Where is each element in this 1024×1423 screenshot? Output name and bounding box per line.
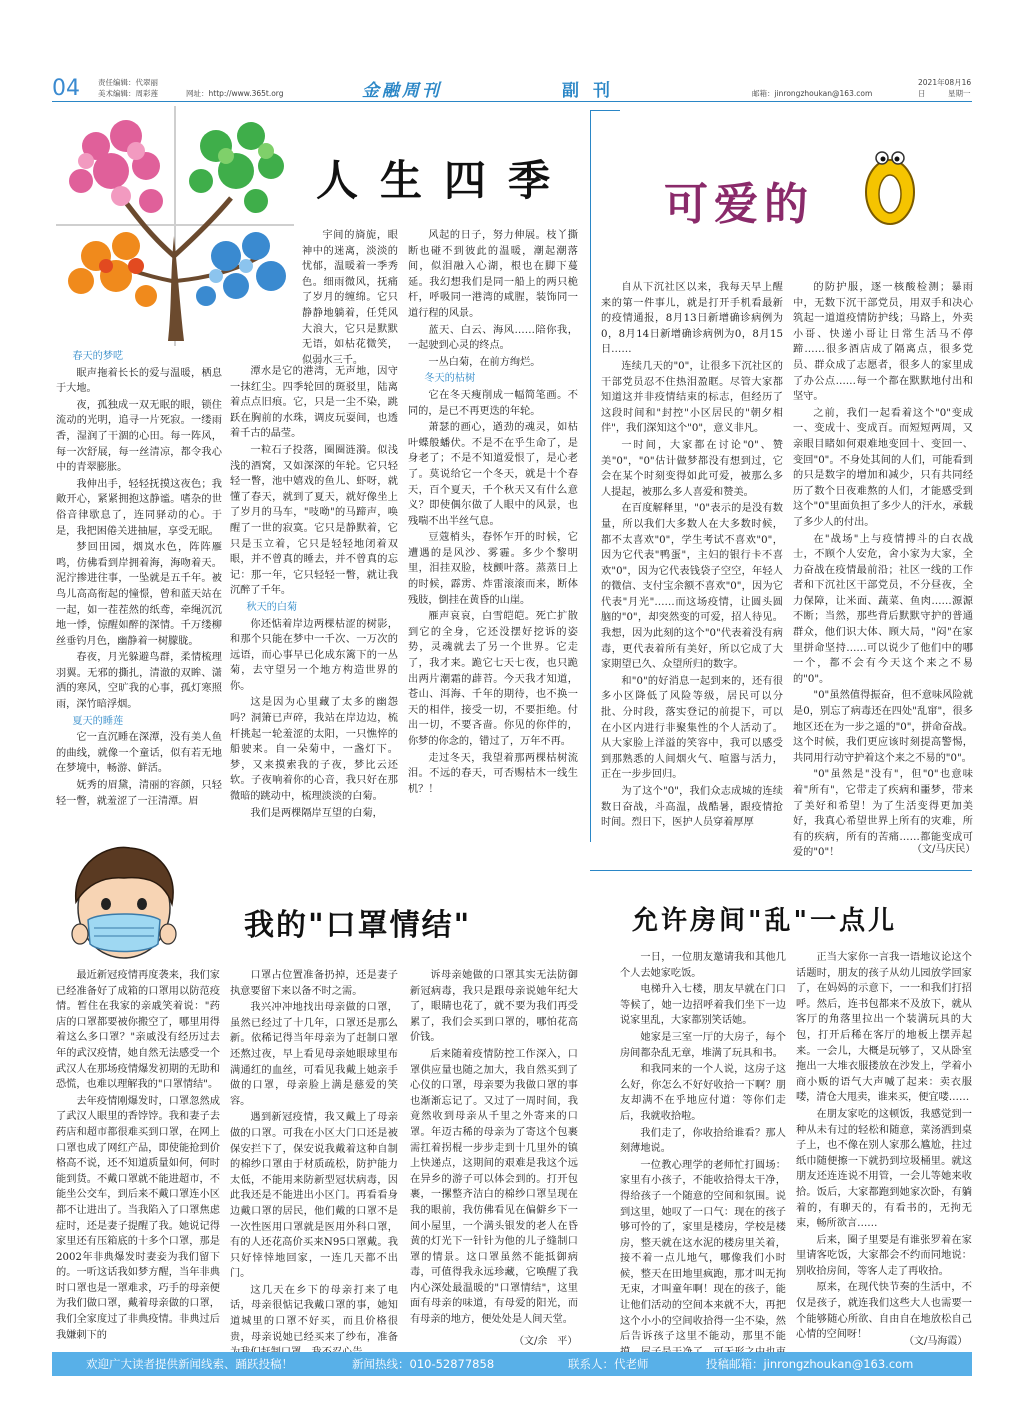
paragraph: 雁声哀哀，白雪皑皑。死亡扩散到它的全身，它还没摆好挖诉的姿势，灵魂就去了另一个世界。它走了，我才来。跪它七天七夜，也只跪出两片潮霜的薜苔。今天我才知道，苍山、洱海、千年的期待，也不换一天的相伴，接受一切，不要拒绝。付出一切，不要吝啬。你见的你伴的，你梦的你念的，错过了，万年不再。 — [408, 611, 578, 747]
paragraph: 在朋友家吃的这顿饭，我感觉到一种从未有过的轻松和随意，菜汤洒到桌子上，也不像在别人家那么尴尬，拄过纸巾随便擦一下就扔到垃圾桶里。就这朋友还连连说不用管，一会儿等她来收拾。饭后，大家都跑到她家次卧，有躺着的，有聊天的，有看书的，无拘无束，畅所欲言…… — [796, 1108, 972, 1230]
art-editor: 美术编辑：周彩莲 — [98, 89, 158, 98]
zero-col1 — [601, 280, 783, 832]
paragraph: 遇到新冠疫情，我又戴上了母亲做的口罩。可我在小区大门口还是被保安拦下了，保安说我戴着这种自制的棉纱口罩由于材质疏松，防护能力太低，不能用来防新型冠状病毒，因此我还是不能进出小区门。再看看身边戴口罩的居民，他们戴的口罩不是一次性医用口罩就是医用外科口罩，有的人还花高价买来N95口罩戴。我只好悻悻地回家，一连几天都不出门。 — [230, 1112, 398, 1280]
paragraph: 的防护服，逐一核酸检测；暴雨中，无数下沉干部党员，用双手和决心筑起一道道疫情防护线；马路上，外卖小哥、快递小哥让日常生活马不停蹄……很多酒店成了隔离点，很多党员、群众成了志愿者，很多人的家里成了办公点……每一个都在默默地付出和坚守。 — [793, 282, 973, 403]
section-title: 副刊 — [562, 81, 624, 101]
paragraph: 这几天在乡下的母亲打来了电话，母亲很惦记我戴口罩的事，她知道城里的口罩不好买，而且价格很贵，母亲说她已经买来了纱布，准备 — [230, 1284, 398, 1343]
paragraph: 为了这个"0"，我们众志成城的连续数日奋战，斗高温，战酷暑，跟疫情抢时间。烈日下，医护人员穿着厚厚 — [601, 786, 783, 829]
mask-byline: （文/余 平） — [514, 1336, 578, 1347]
zero-byline: （文/马庆民） — [912, 844, 976, 855]
weekday: 星期一 — [948, 89, 971, 98]
paragraph: 之前，我们一起看着这个"0"变成一、变成十、变成百。而短短两周，又亲眼目睹如何艰难地变回十、变回一、变回"0"。不身处其间的人们，可能看到的只是数字的增加和减少，只有共同经历了数个日夜难熬的人们，才能感受到这个"0"里面负担了多少人的汗水，承载了多少人的付出。 — [793, 407, 973, 528]
paragraph: 最近新冠疫情再度袭来，我们家已经准备好了成箱的口罩用以防范疫情。暂住在我家的亲戚笑着说："药店的口罩都要被你搬空了，哪里用得着这么多口罩？"亲戚没有经历过去年的武汉疫情，她自然无法感受一个武汉人在那场疫情爆发初期的无助和恐慌，也难以理解我的"口罩情结"。 — [56, 970, 220, 1091]
paragraph: 我们是两棵隔岸互望的白菊， — [250, 807, 383, 819]
footer-hotline: 新闻热线：010-52877858 — [352, 1357, 495, 1371]
paragraph: 诉母亲她做的口罩其实无法防御新冠病毒，我只是跟母亲说她年纪大了，眼睛也花了，就不要为我们再受累了，我们会买到口罩的，哪怕花高价钱。 — [410, 970, 578, 1044]
paragraph: 夜，孤独成一双无眠的眼，锁住流动的光明，追寻一片死寂。一缕雨香，湿润了干涸的心田。每一阵风，每一次舒展，每一丝清凉，都令我心中的青翠膨胀。 — [56, 399, 222, 474]
mask-col3 — [410, 968, 578, 1329]
column-divider-cap — [590, 110, 620, 111]
paragraph: 原来，在现代快节奏的生活中，不仅是孩子，就连我们这些大人也需要一个能够随心所欲、自由自在地放松自己心情的空间呀！ — [796, 1282, 972, 1341]
paragraph: 正当大家你一言我一语地议论这个话题时，朋友的孩子从幼儿园放学回家了，在妈妈的示意下，一一和我们打招呼。然后，连书包都来不及放下，就从客厅的角落里拉出一个装满玩具的大包，打开后稀在客厅的地板上摆弄起来。一会儿，大概是玩够了，又从卧室拖出一大堆衣服搂放在沙发上，学着小商小贩的语气大声喊了起来：卖衣服喽，清仓大甩卖，谁来买，便宜喽…… — [796, 952, 972, 1104]
zero-title-digit: 0 — [890, 224, 891, 225]
paragraph: 连续几天的"0"，让很多下沉社区的干部党员忍不住热泪盈眶。尽管大家都知道这并非疫情结束的标志，但经历了这段时间和"封控"小区居民的"朝夕相伴"，我们深知这个"0"，意义非凡。 — [601, 360, 783, 435]
paragraph: 一日，一位朋友邀请我和其他几个人去她家吃饭。 — [620, 952, 786, 979]
subheading-winter: 冬天的枯树 — [424, 373, 476, 385]
issue-date: 2021年08月16日 — [918, 78, 972, 98]
seasons-col3 — [408, 228, 578, 798]
header-rule — [52, 101, 972, 102]
zero-col2 — [793, 280, 976, 862]
section-divider — [590, 870, 972, 871]
mask-col2 — [230, 968, 398, 1362]
seasons-col2 — [230, 364, 398, 822]
header-email: 邮箱：jinrongzhoukan@163.com — [752, 89, 873, 98]
paragraph: 宇间的旖旎，眼神中的迷离，淡淡的忧郁，温暖着一季秀色。细雨微风，抚痛了岁月的缠绵。它只静静地躺着，任凭风大浪大，它只是默默无语，如枯花微笑，似弱水三千。 — [302, 230, 398, 366]
paragraph: 春夜，月光躲避鸟群，柔情梳理羽翼。无邪的撕扎，清澈的双眸、潇洒的寒风，空旷我的心事，孤灯寒照雨，深竹暗浮烟。 — [56, 652, 222, 711]
paragraph: 妩秀的眉黛，清丽的容颜，只轻轻一瞥，就羞涩了一汪清潭。眉 — [56, 780, 222, 807]
subheading-summer: 夏天的睡莲 — [72, 715, 124, 727]
paragraph: 去年疫情刚爆发时，口罩忽然成了武汉人眼里的香饽饽。我和妻子去药店和超市都很难买到口罩，在网上口罩也成了网红产品，即使能抢到价格高不说，还不知道质量如何，何时能到货。不戴口罩就不能进超市，不能坐公交车，到后来不戴口罩连小区都不让进出了。当我陷入了口罩焦虑症时，还是妻子提醒了我。她说记得家里还有压箱底的十多个口罩，那是2002年非典爆发时妻妾为我们留下的。一听这话我如梦方醒，当年非典时口罩也是一罩难求，巧手的母亲便为我们做口罩，戴着母亲做的口罩，我们全家度过了非典疫情。非典过后我嫌刺下的 — [56, 1095, 220, 1341]
paper-title: 金融周刊 — [362, 81, 442, 101]
room-title: 允许房间"乱"一点儿 — [632, 906, 898, 936]
paragraph: 一粒石子投落，圈圈涟漪。似浅浅的酒窝，又如深深的年轮。它只轻轻一瞥，池中嬉戏的鱼儿、虾呀，就懂了春天，就到了夏天，就好像坐上了岁月的马车，"吱呦"的马蹄声，唤醒了一世的寂寞。它只是静默着，它只是玉立着，它只是轻轻地闭着双眼，并不曾真的睡去，并不曾真的忘记：那一年，它只轻轻一瞥，就让我沉醉了千年。 — [230, 444, 398, 597]
paragraph: 一丛白菊，在前方绚烂。 — [428, 356, 541, 368]
paragraph: 我伸出手，轻轻抚摸这夜色；我敞开心，紧紧拥抱这静谧。嗜杂的世俗音律歇息了，连同驿动的心。于是，我把困倦关进抽屉，享受无眠。 — [56, 478, 222, 537]
paragraph: 一位教心理学的老师忙打圆场：家里有小孩子，不能收拾得太干净，得给孩子一个随意的空间和氛围。说到这里，她叹了一口气：现在的孩子够可怜的了，家里是楼房，学校是楼房，整天就在这水泥的楼房里关着，接不着一点儿地气，哪像我们小时候，整天在田地里疯跑，那才叫无拘无束，才叫童年啊！现在的孩子，能让他们活动的空间本来就不大，再把这个小小的空间收拾得一尘不染，然后告诉孩子这里不能动，那里不能 — [620, 1159, 786, 1343]
footer-bar — [52, 1352, 972, 1376]
paragraph: 一时间，大家都在讨论"0"、赞美"0"，"0"估计做梦都没有想到过，它会在某个时刻变得如此可爱，被那么多人提起，被那么多人喜爱和赞美。 — [601, 439, 783, 498]
page-header — [52, 74, 972, 102]
paragraph: 这是因为心里藏了太多的幽怨吗？洞箫已声碎，我站在岸边边，梳杆挑起一轮羞涩的太阳，一只憔悴的船驶来。自一朵菊中，一盏灯下。梦，又来摸索我的子夜，梦比云还软。子夜响着你的心音，我只好在那微暗的跳动中，梳理淡淡的白菊。 — [230, 697, 398, 803]
four-seasons-tree-image — [56, 106, 294, 346]
subheading-spring: 春天的梦呓 — [72, 351, 124, 362]
paragraph: 在"战场"上与疫情搏斗的白衣战士，不顾个人安危，舍小家为大家，全力奋战在疫情最前沿；社区一线的工作者和下沉社区干部党员，不分昼夜，全力保障，让米面、蔬菜、鱼肉……源源不断；当然，那些背后默默守护的普通群众，他们识大体、顾大局，"闷"在家里拼命坚持……可以说少了他们中的哪一个，都不会有今天这个来之不易的"0"。 — [793, 533, 973, 685]
paragraph: 眠声拖着长长的爱与温暖，栖息于大地。 — [56, 367, 222, 395]
paragraph: 豆蔻梢头，春怀乍开的时候，它遭遇的是风沙、雾霾。多少个黎明里，泪挂双脸，枝颤叶落。蒸蒸日上的时候，霹雳、炸雷滚滚而来，断体残肢，倒挂在黄昏的山崖。 — [408, 532, 578, 606]
paragraph: 后来，圈子里要是有谁张罗着在家里请客吃饭，大家都会不约而同地说：别收拾房间，等客人走了再收拾。 — [796, 1234, 972, 1277]
website: 网址：http://www.365t.org — [186, 89, 284, 98]
masked-boy-illustration — [58, 842, 190, 960]
column-divider — [590, 110, 591, 842]
paragraph: 走过冬天，我望着那两棵枯树流泪。不远的春天，可否赐枯木一线生机？！ — [408, 752, 578, 795]
paragraph: 和我同来的一个人说，这房子这么好，你怎么不好好收拾一下啊？朋友却满不在乎地应付道：等你们走后，我就收拾啦。 — [620, 1064, 786, 1122]
cute-zero-icon — [862, 148, 918, 228]
editor: 责任编辑：代翠丽 — [98, 78, 158, 87]
mask-col1 — [56, 968, 220, 1344]
paragraph: 自从下沉社区以来，我每天早上醒来的第一件事儿，就是打开手机看最新的疫情通报，8月13日新增确诊病例为0，8月14日新增确诊病例为0，8月15日…… — [601, 282, 783, 356]
paragraph: 潭水是它的港湾，无声地，因守一抹红尘。四季轮回的斑驳里，陆离着点点旧痕。它，只是一尘不染，跳跃在胸前的水珠，调皮玩耍间，也透着千古的晶莹。 — [230, 366, 398, 440]
mask-title: 我的"口罩情结" — [244, 908, 472, 943]
footer-call: 欢迎广大读者提供新闻线索、踊跃投稿！ — [86, 1357, 293, 1371]
paragraph: "0"虽然值得振奋，但不意味风险就是0，别忘了病毒还在四处"乱窜"，很多地区还在为一步之遥的"0"，拼命奋战。这个时候，我们更应该时刻提高警惕，共同用行动守护着这个来之不易的"0"。 — [793, 690, 973, 764]
paragraph: 和"0"的好消息一起到来的，还有很多小区降低了风险等级，居民可以分批、分时段，落实登记的前提下，可以在小区内进行非聚集性的个人活动了。从大家脸上洋溢的笑容中，我可以感受到那熟悉的人间烟火气、喧嚣与活力，正在一步步回归。 — [601, 675, 783, 781]
paragraph: 梦回田园，烟岚水色，阵阵雁鸣，仿佛看到岸拥着海，海吻着天。泥泞掺进往事，一坠就是五千年。被鸟儿高高衔起的憧憬，曾和蓝天站在一起，如一茬茬然的纸鸢，牵绳沉沉地一悸，惊醒如醉的深情。千万缕柳丝垂钓月色，幽静着一树朦胧。 — [56, 542, 222, 647]
room-col2 — [796, 950, 972, 1344]
paragraph: 蓝天、白云、海风……陪你我，一起驶到心灵的终点。 — [408, 324, 578, 352]
paragraph: 它一直沉睡在深潭，没有美人鱼的曲线，就像一个童话，似有若无地在梦境中，畅游、鲜活。 — [56, 732, 222, 775]
room-byline: （文/马海霞） — [904, 1336, 968, 1347]
paragraph: 在百度解释里，"0"表示的是没有数量，所以我们大多数人在大多数时候，都不太喜欢"0"，学生考试不喜欢"0"，因为它代表"鸭蛋"，主妇的银行卡不喜欢"0"，因为它代表钱袋子空空，年轻人的微信、支付宝余额不喜欢"0"，因为它代表"月光"……而这场疫情，让圆头圆脑的"0"，却突然变的可爱，招人待见。我想，因为此刻的这个"0"代表着没有病毒，更代表着所有美好，所以它成了大家期望已久、众望所归的数字。 — [601, 503, 783, 671]
seasons-col1 — [56, 348, 222, 810]
paragraph: 你还惦着岸边两棵枯涩的树影，和那个只能在梦中一千次、一万次的远语，而心事早已化成东篱下的一丛菊，去守望另一个地方构造世界的你。 — [230, 618, 398, 692]
paragraph: 我兴冲冲地找出母亲做的口罩，虽然已经过了十几年，口罩还是那么新。依稀记得当年母亲为了赶制口罩还熬过夜，早上看见母亲她眼球里布满通红的血丝，可看见我戴上她亲手做的口罩，母亲脸上满是慈爱的笑容。 — [230, 1002, 398, 1107]
paragraph: 风起的日子，努力伸展。枝丫撕断也碰不到彼此的温暖，潮起潮落间，似泪融入心湖，根也在脚下蔓延。我幻想我们是同一船上的两只桅杆，呼吸同一港湾的咸腥，装饰同一道行程的风景。 — [408, 230, 578, 319]
paragraph: 萧瑟的画心，遒劲的魂灵，如枯叶蝶般蟠伏。不是不在乎生命了，是身老了；不是不知道爱恨了，是心老了。莫说给它一个冬天，就是十个春天，百个夏天，千个秋天又有什么意义？即使偶尔做了人眼中的风景，也残喘不出半丝气息。 — [408, 422, 578, 527]
paragraph: 我们走了，你收拾给谁看？那人刻薄地说。 — [620, 1127, 786, 1155]
paragraph: 她家是三室一厅的大房子，每个房间都杂乱无章，堆满了玩具和书。 — [620, 1031, 786, 1059]
seasons-col2-top — [302, 228, 398, 369]
paragraph: 它在冬天瘦削成一幅简笔画。不同的，是已不再更迭的年轮。 — [408, 389, 578, 417]
zero-title: 可爱的 — [664, 179, 814, 230]
room-col1 — [620, 950, 786, 1377]
paragraph: 口罩占位置准备扔掉，还是妻子执意要留下来以备不时之需。 — [230, 970, 398, 997]
paragraph: "0"虽然是"没有"，但"0"也意味着"所有"，它带走了疾病和噩梦，带来了美好和希望！为了生活变得更加美好，我真心希望世界上所有的灾难，所有的疾病，所有的苦痛……都能变成可爱的"0"！ — [793, 769, 973, 859]
footer-email: 投稿邮箱：jinrongzhoukan@163.com — [706, 1357, 914, 1371]
seasons-title: 人生四季 — [316, 156, 573, 205]
paragraph: 后来随着疫情防控工作深入，口罩供应量也随之加大，我自然买到了心仪的口罩，母亲要为我做口罩的事也渐渐忘记了。又过了一周时间，我竟然收到母亲从千里之外寄来的口罩。年迈古稀的母亲为了寄这个包裹需扛着拐棍一步步走到十几里外的镇上快递点，这期间的艰难是我这个远在异乡的游子可以体会到的。打开包裹，一摞整齐洁白的棉纱口罩呈现在我的眼前，我仿佛看见在偏僻乡下一间小屋里，一个满头银发的老人在昏黄的灯光下一针针为他的儿子缝制口罩的情景。这口罩虽然不能抵御病毒，可值得我永远珍藏，它唤醒了我内心深处最温暖的"口罩情结"，这里面有母亲的味道，有母爱的阳光，而有母亲的地方，便处处是人间天堂。 — [410, 1048, 578, 1326]
page-number: 04 — [52, 76, 80, 101]
paragraph: 电梯升入七楼，朋友早就在门口等候了，她一边招呼着我们坐下一边说家里乱，大家都别笑话她。 — [620, 984, 786, 1027]
footer-contact: 联系人：代老师 — [568, 1357, 649, 1371]
subheading-autumn: 秋天的白菊 — [246, 601, 298, 613]
